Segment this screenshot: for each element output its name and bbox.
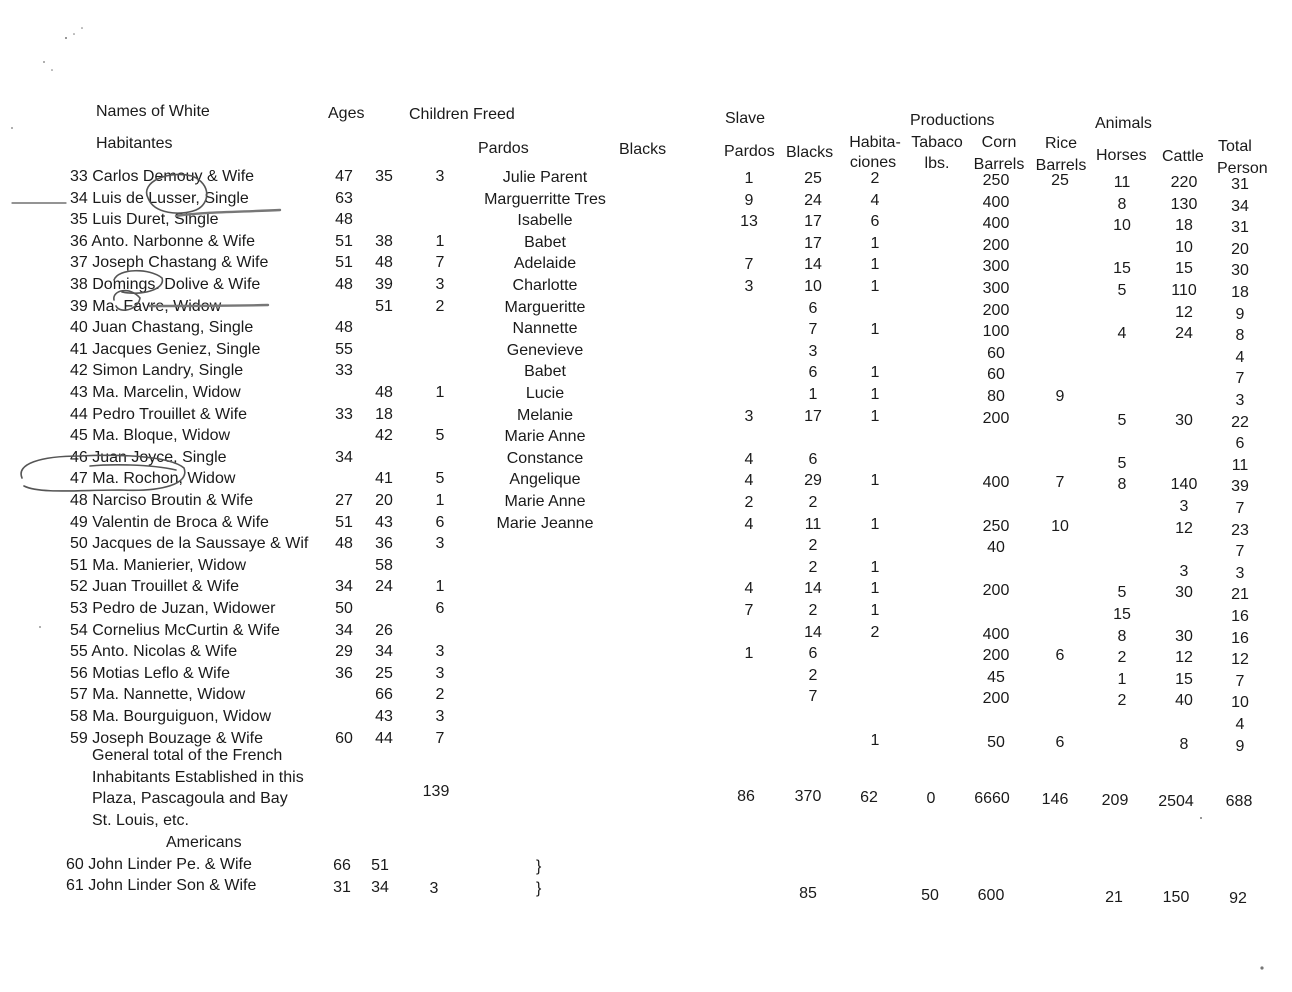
header-habitaciones-1: Habita- [849,134,901,151]
header-ages: Ages [328,105,365,122]
row-59-habitaciones: 1 [870,731,880,749]
row-43-corn: 80 [987,388,1005,405]
row-55-corn: 200 [982,647,1010,665]
row-37-cattle: 15 [1175,260,1193,278]
row-53-habitaciones: 1 [870,602,880,619]
row-38-corn: 300 [982,280,1010,297]
row-43-total: 3 [1235,392,1245,409]
row-56-age1: 36 [335,664,353,682]
row-45-freed-pardo: Marie Anne [504,428,586,446]
general-total-line-2: Inhabitants Established in this [92,769,304,786]
row-53-slave-pardos: 7 [744,602,754,619]
row-52-corn: 200 [982,582,1010,600]
row-44-cattle: 30 [1175,411,1193,429]
row-50-total: 7 [1235,543,1245,561]
row-54-total: 16 [1231,629,1249,647]
row-55-rice: 6 [1055,647,1065,665]
row-48-age1: 27 [335,492,353,509]
row-40-habitaciones: 1 [870,321,880,339]
row-44-slave-pardos: 3 [744,407,754,425]
american-row-60-age1: 66 [333,857,351,874]
row-39-corn: 200 [982,301,1010,319]
row-44-name: 44 Pedro Trouillet & Wife [70,405,247,423]
row-39-age2: 51 [375,297,393,315]
row-44-corn: 200 [982,409,1010,427]
row-46-horses: 5 [1117,454,1127,472]
row-43-name: 43 Ma. Marcelin, Widow [70,384,241,401]
row-52-total: 21 [1231,586,1249,604]
header-slave: Slave [725,110,766,127]
row-54-age2: 26 [375,621,393,639]
row-35-name: 35 Luis Duret, Single [70,211,219,229]
row-34-name: 34 Luis de Lusser, Single [70,189,249,207]
row-49-children: 6 [435,513,445,531]
row-37-children: 7 [435,254,445,272]
row-56-horses: 1 [1117,670,1127,688]
row-35-corn: 400 [982,215,1010,233]
row-57-children: 2 [435,686,445,704]
row-48-freed-pardo: Marie Anne [504,493,586,510]
row-33-corn: 250 [982,172,1010,189]
row-41-total: 4 [1235,348,1245,366]
row-43-slave-blacks: 1 [808,386,818,403]
row-47-total: 39 [1231,478,1249,496]
american-row-60-brace: } [536,858,542,875]
row-43-children: 1 [435,384,445,401]
general-total-line-3: Plaza, Pascagoula and Bay [92,790,288,807]
row-53-horses: 15 [1113,606,1131,623]
row-59-name: 59 Joseph Bouzage & Wife [70,729,264,747]
row-33-age2: 35 [375,168,393,185]
row-33-children: 3 [435,168,445,185]
header-slave-pardos: Pardos [724,143,775,160]
row-36-name: 36 Anto. Narbonne & Wife [70,232,255,250]
row-53-age1: 50 [335,600,353,617]
total-rice: 146 [1041,791,1069,808]
row-54-age1: 34 [335,621,353,639]
row-47-children: 5 [435,470,445,488]
row-49-slave-blacks: 11 [804,515,822,533]
american-row-60-age2: 51 [371,857,389,874]
total-persons: 688 [1225,793,1253,810]
row-33-horses: 11 [1113,174,1131,191]
row-35-habitaciones: 6 [870,213,880,231]
row-59-age2: 44 [375,729,393,747]
row-34-total: 34 [1231,197,1249,215]
row-50-corn: 40 [987,539,1005,557]
row-34-cattle: 130 [1170,195,1198,213]
row-53-children: 6 [435,600,445,617]
header-total-2: Person [1217,160,1268,177]
row-58-name: 58 Ma. Bourguiguon, Widow [70,708,271,725]
row-51-habitaciones: 1 [870,558,880,576]
row-53-slave-blacks: 2 [808,602,818,619]
row-49-corn: 250 [982,517,1010,535]
row-57-age2: 66 [375,686,393,704]
row-51-age2: 58 [375,556,393,574]
row-50-name: 50 Jacques de la Saussaye & Wif [70,535,309,553]
row-43-freed-pardo: Lucie [525,385,565,402]
row-47-freed-pardo: Angelique [509,471,581,489]
row-38-freed-pardo: Charlotte [512,277,578,294]
row-58-age2: 43 [375,708,393,725]
row-33-rice: 25 [1051,172,1069,189]
american-row-60-name: 60 John Linder Pe. & Wife [66,856,252,873]
row-35-cattle: 18 [1175,217,1193,235]
row-39-name: 39 Ma. Favre, Widow [70,297,222,315]
row-52-habitaciones: 1 [870,580,880,598]
row-37-total: 30 [1231,262,1249,280]
row-33-slave-pardos: 1 [744,170,754,187]
american-row-61-age1: 31 [333,879,351,896]
total-corn: 6660 [974,790,1010,807]
row-54-habitaciones: 2 [870,623,880,641]
total-slave-blacks: 370 [794,788,822,805]
row-48-children: 1 [435,492,445,509]
row-37-slave-pardos: 7 [744,256,754,274]
row-57-corn: 200 [982,690,1010,708]
row-41-slave-blacks: 3 [808,342,818,360]
row-34-slave-pardos: 9 [744,191,754,209]
row-39-children: 2 [435,297,445,315]
row-35-freed-pardo: Isabelle [517,212,573,230]
row-45-age2: 42 [375,427,393,445]
header-children-freed: Children Freed [409,106,515,123]
header-names-line1: Names of White [96,103,210,120]
americans-total-horses: 21 [1105,889,1123,906]
row-56-name: 56 Motias Leflo & Wife [70,664,231,682]
row-44-slave-blacks: 17 [804,407,822,425]
row-54-cattle: 30 [1175,627,1193,645]
row-39-total: 9 [1235,305,1245,323]
row-57-name: 57 Ma. Nannette, Widow [70,686,246,704]
row-51-slave-blacks: 2 [808,558,818,576]
row-58-children: 3 [435,708,445,725]
row-38-slave-blacks: 10 [804,278,822,295]
row-34-age1: 63 [335,189,353,207]
row-41-corn: 60 [987,344,1005,362]
row-57-slave-blacks: 7 [808,688,818,706]
row-56-total: 7 [1235,672,1245,690]
row-51-cattle: 3 [1179,562,1189,580]
row-46-freed-pardo: Constance [506,449,584,467]
total-tabaco: 0 [926,790,936,807]
row-57-horses: 2 [1117,692,1127,710]
row-33-cattle: 220 [1170,174,1198,191]
total-slave-pardos: 86 [737,788,755,805]
general-total-line-4: St. Louis, etc. [92,812,189,829]
header-cattle: Cattle [1162,148,1204,165]
row-57-cattle: 40 [1175,692,1193,710]
row-49-age1: 51 [335,513,353,531]
row-59-children: 7 [435,729,445,747]
row-56-slave-blacks: 2 [808,666,818,684]
row-37-age1: 51 [335,254,353,272]
row-35-slave-pardos: 13 [740,213,758,231]
row-47-age2: 41 [375,470,393,488]
row-44-total: 22 [1231,413,1249,431]
row-34-habitaciones: 4 [870,191,880,209]
row-54-horses: 8 [1117,627,1127,645]
row-37-corn: 300 [982,258,1010,276]
row-35-total: 31 [1231,219,1249,237]
general-total-line-1: General total of the French [92,747,283,764]
row-42-name: 42 Simon Landry, Single [70,362,244,380]
row-45-name: 45 Ma. Bloque, Widow [70,427,231,445]
row-58-total: 4 [1235,716,1245,733]
row-51-name: 51 Ma. Manierier, Widow [70,556,247,574]
americans-total-tabaco: 50 [921,887,939,904]
row-55-slave-pardos: 1 [744,645,754,663]
row-47-corn: 400 [982,474,1010,492]
row-59-rice: 6 [1055,733,1065,751]
row-41-age1: 55 [335,340,353,358]
american-row-61-children: 3 [429,880,439,897]
americans-total-corn: 600 [977,887,1005,904]
row-33-freed-pardo: Julie Parent [502,169,588,186]
row-45-total: 6 [1235,435,1245,453]
row-46-slave-pardos: 4 [744,450,754,468]
row-55-name: 55 Anto. Nicolas & Wife [70,643,238,661]
row-47-habitaciones: 1 [870,472,880,490]
row-52-children: 1 [435,578,445,596]
row-46-age1: 34 [335,448,353,466]
row-39-freed-pardo: Margueritte [504,298,586,316]
row-37-freed-pardo: Adelaide [513,255,577,273]
row-33-habitaciones: 2 [870,170,880,187]
americans-total-cattle: 150 [1162,889,1190,906]
row-46-total: 11 [1231,456,1249,474]
header-pardos: Pardos [478,140,529,157]
row-49-cattle: 12 [1175,519,1193,537]
header-rice-2: Barrels [1035,157,1087,174]
row-40-horses: 4 [1117,325,1127,343]
row-33-name: 33 Carlos Demouy & Wife [70,168,255,185]
row-40-corn: 100 [982,323,1010,341]
row-52-slave-pardos: 4 [744,580,754,598]
row-39-cattle: 12 [1175,303,1193,321]
row-55-total: 12 [1231,651,1249,669]
header-slave-blacks: Blacks [786,144,834,161]
row-48-total: 7 [1235,500,1245,517]
row-36-corn: 200 [982,236,1010,254]
row-47-name: 47 Ma. Rochon, Widow [70,470,236,488]
row-48-age2: 20 [375,492,393,509]
row-51-total: 3 [1235,564,1245,582]
row-55-horses: 2 [1117,649,1127,667]
total-habitaciones: 62 [860,789,878,806]
row-55-age1: 29 [335,643,353,661]
row-40-name: 40 Juan Chastang, Single [70,319,254,337]
row-55-children: 3 [435,643,445,661]
row-54-name: 54 Cornelius McCurtin & Wife [70,621,280,639]
row-43-rice: 9 [1055,388,1065,405]
row-33-slave-blacks: 25 [804,170,822,187]
row-46-slave-blacks: 6 [808,450,818,468]
row-35-slave-blacks: 17 [804,213,822,231]
row-38-age2: 39 [375,276,393,293]
row-50-children: 3 [435,535,445,553]
row-52-cattle: 30 [1175,584,1193,602]
header-corn-2: Barrels [973,156,1025,173]
row-47-slave-pardos: 4 [744,472,754,490]
row-37-habitaciones: 1 [870,256,880,274]
row-53-name: 53 Pedro de Juzan, Widower [70,600,276,617]
row-52-age1: 34 [335,578,353,596]
row-52-name: 52 Juan Trouillet & Wife [70,578,239,596]
row-37-slave-blacks: 14 [804,256,822,274]
row-49-slave-pardos: 4 [744,515,754,533]
row-47-horses: 8 [1117,476,1127,494]
row-49-name: 49 Valentin de Broca & Wife [70,513,269,531]
row-47-slave-blacks: 29 [804,472,822,490]
row-41-freed-pardo: Genevieve [506,341,584,359]
row-36-slave-blacks: 17 [804,234,822,252]
row-33-age1: 47 [335,168,353,185]
row-44-habitaciones: 1 [870,407,880,425]
total-children: 139 [422,783,450,800]
row-49-age2: 43 [375,513,393,531]
american-row-61-age2: 34 [371,879,389,896]
row-52-slave-blacks: 14 [804,580,822,598]
row-40-freed-pardo: Nannette [512,320,578,338]
row-42-habitaciones: 1 [870,364,880,382]
header-horses: Horses [1096,147,1147,164]
row-55-slave-blacks: 6 [808,645,818,663]
row-48-slave-pardos: 2 [744,494,754,511]
row-44-age1: 33 [335,405,353,423]
americans-total-slave-blacks: 85 [799,885,817,902]
row-40-slave-blacks: 7 [808,321,818,339]
row-35-age1: 48 [335,211,353,229]
row-36-children: 1 [435,232,445,250]
row-37-age2: 48 [375,254,393,272]
header-blacks: Blacks [619,141,667,158]
row-53-total: 16 [1231,608,1249,625]
header-names-line2: Habitantes [96,135,173,152]
row-38-habitaciones: 1 [870,278,880,295]
row-59-age1: 60 [335,729,353,747]
row-46-name: 46 Juan Joyce, Single [70,448,227,466]
row-56-age2: 25 [375,664,393,682]
row-55-cattle: 12 [1175,649,1193,667]
total-horses: 209 [1101,792,1129,809]
row-38-horses: 5 [1117,282,1127,299]
row-33-total: 31 [1231,176,1249,193]
row-34-corn: 400 [982,193,1010,211]
row-41-name: 41 Jacques Geniez, Single [70,340,261,358]
header-productions: Productions [910,112,995,129]
row-57-total: 10 [1231,694,1249,712]
row-50-age1: 48 [335,535,353,553]
row-43-habitaciones: 1 [870,386,880,403]
row-39-slave-blacks: 6 [808,299,818,317]
row-34-freed-pardo: Marguerritte Tres [484,190,606,208]
row-49-rice: 10 [1051,517,1069,535]
row-50-age2: 36 [375,535,393,553]
row-35-horses: 10 [1113,217,1131,235]
row-49-freed-pardo: Marie Jeanne [496,514,594,532]
row-45-children: 5 [435,427,445,445]
row-43-age2: 48 [375,384,393,401]
row-48-name: 48 Narciso Broutin & Wife [70,492,254,509]
row-36-cattle: 10 [1175,238,1193,256]
header-tabaco-2: lbs. [924,155,950,172]
row-38-total: 18 [1231,284,1249,301]
row-42-age1: 33 [335,362,353,380]
row-36-age2: 38 [375,232,393,250]
header-rice-1: Rice [1044,135,1077,152]
row-37-horses: 15 [1113,260,1131,278]
row-56-corn: 45 [987,668,1005,686]
american-row-61-brace: } [536,880,542,897]
row-56-cattle: 15 [1175,670,1193,688]
row-34-horses: 8 [1117,195,1127,213]
row-48-cattle: 3 [1179,498,1189,515]
header-corn-1: Corn [981,134,1017,151]
row-44-freed-pardo: Melanie [516,406,574,424]
row-42-freed-pardo: Babet [524,363,566,381]
americans-total-persons: 92 [1229,890,1247,907]
row-34-slave-blacks: 24 [804,191,822,209]
total-cattle: 2504 [1158,793,1194,810]
row-48-slave-blacks: 2 [808,494,818,511]
row-47-cattle: 140 [1170,476,1198,494]
americans-heading: Americans [166,834,242,851]
row-50-slave-blacks: 2 [808,537,818,555]
row-59-total: 9 [1235,737,1245,755]
row-42-total: 7 [1235,370,1245,388]
row-36-age1: 51 [335,232,353,250]
row-49-habitaciones: 1 [870,515,880,533]
row-52-horses: 5 [1117,584,1127,602]
row-42-corn: 60 [987,366,1005,384]
row-40-cattle: 24 [1175,325,1193,343]
row-56-children: 3 [435,664,445,682]
row-42-slave-blacks: 6 [808,364,818,382]
row-52-age2: 24 [375,578,393,596]
header-total-1: Total [1218,138,1252,155]
row-38-children: 3 [435,276,445,293]
row-38-cattle: 110 [1171,282,1197,299]
row-54-corn: 400 [982,625,1010,643]
row-40-total: 8 [1235,327,1245,345]
row-49-total: 23 [1231,521,1249,539]
american-row-61-name: 61 John Linder Son & Wife [66,877,257,894]
header-tabaco-1: Tabaco [911,134,963,151]
row-44-age2: 18 [375,405,393,423]
header-habitaciones-2: ciones [849,154,897,171]
header-animals: Animals [1095,115,1152,132]
row-38-age1: 48 [335,276,353,293]
row-38-slave-pardos: 3 [744,278,754,295]
row-59-cattle: 8 [1179,735,1189,753]
row-54-slave-blacks: 14 [804,623,822,641]
row-36-habitaciones: 1 [870,234,880,252]
row-40-age1: 48 [335,319,353,337]
row-59-corn: 50 [987,733,1005,751]
row-38-name: 38 Domings. Dolive & Wife [70,276,261,293]
row-44-horses: 5 [1117,411,1127,429]
row-47-rice: 7 [1055,474,1065,492]
row-55-age2: 34 [375,643,393,661]
row-37-name: 37 Joseph Chastang & Wife [70,254,269,272]
row-36-freed-pardo: Babet [524,233,566,251]
row-36-total: 20 [1231,240,1249,258]
